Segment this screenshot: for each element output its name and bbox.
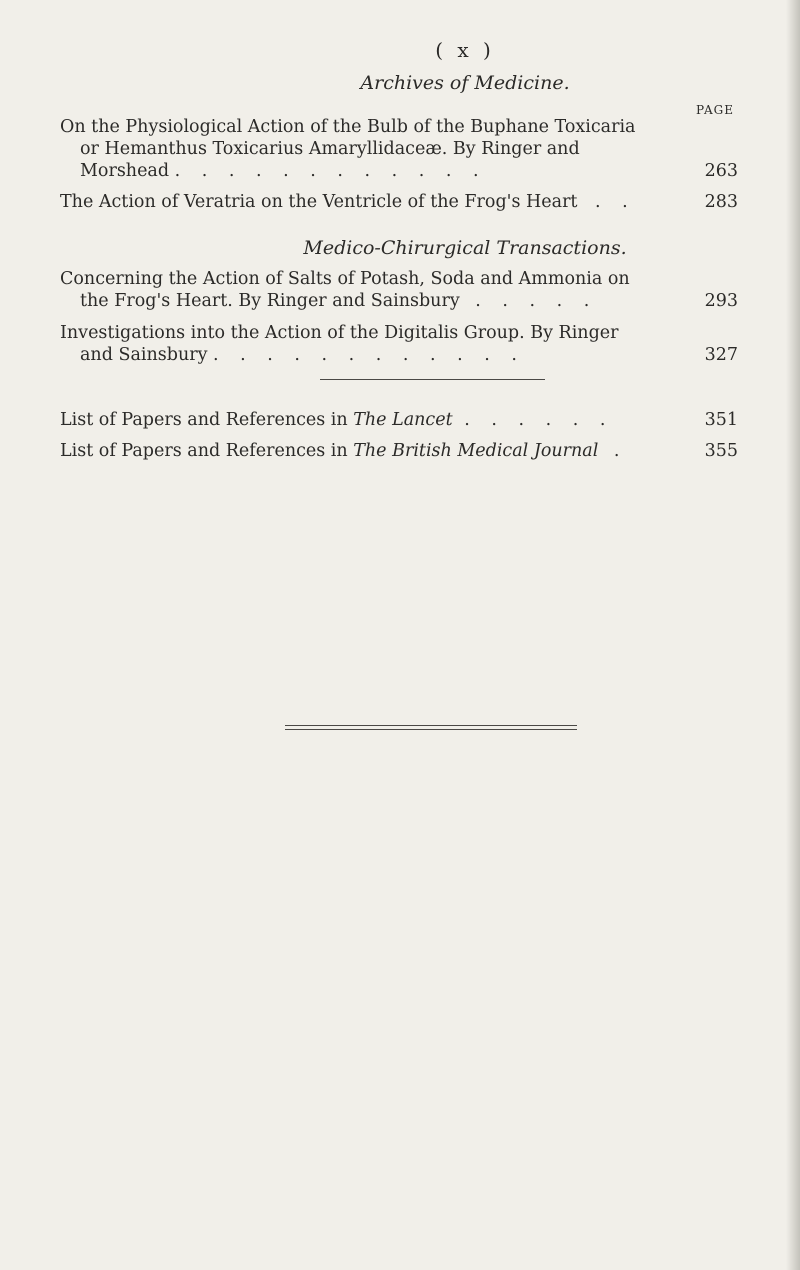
section-heading-archives: Archives of Medicine.	[360, 72, 570, 94]
toc-entry	[60, 322, 738, 366]
entry-text: The Action of Veratria on the Ventricle of the Frog's Heart	[60, 192, 578, 212]
entry-text: List of Papers and References in	[60, 441, 354, 461]
page-ref: 327	[704, 345, 738, 365]
toc-entry	[60, 191, 738, 213]
page-column-label: PAGE	[696, 103, 734, 117]
entry-line: Concerning the Action of Salts of Potash, Soda and Ammonia on	[60, 269, 630, 289]
leader-dots: .	[613, 441, 628, 461]
leader-dots: . . . . . . . . . . . .	[174, 161, 487, 181]
entry-line-last	[60, 290, 738, 312]
entry-text: Morshead	[80, 161, 170, 181]
entry-line-last	[60, 191, 738, 213]
page-ref: 351	[704, 410, 738, 430]
section-divider	[320, 379, 545, 380]
leader-dots: . . . . . .	[464, 410, 614, 430]
entry-line-last	[60, 344, 738, 366]
section-heading-medico-chirurgical: Medico-Chirurgical Transactions.	[303, 237, 627, 259]
list-entry-bmj	[60, 440, 738, 462]
entry-line-last	[60, 409, 738, 431]
journal-title: The British Medical Journal	[353, 441, 599, 461]
list-entry-lancet	[60, 409, 738, 431]
page-number: ( x )	[435, 38, 495, 62]
leader-dots: . .	[595, 192, 636, 212]
entry-text: List of Papers and References in	[60, 410, 354, 430]
entry-line-last	[60, 160, 738, 182]
end-double-rule	[285, 725, 577, 730]
entry-text: and Sainsbury	[80, 345, 208, 365]
leader-dots: . . . . .	[475, 291, 598, 311]
entry-line: On the Physiological Action of the Bulb of the Buphane Toxicaria	[60, 117, 636, 137]
page-ref: 283	[704, 192, 738, 212]
page-edge-shadow	[786, 0, 800, 1270]
page-ref: 263	[704, 161, 738, 181]
toc-entry	[60, 116, 738, 182]
entry-line: Investigations into the Action of the Digitalis Group. By Ringer	[60, 323, 619, 343]
entry-line-last	[60, 440, 738, 462]
leader-dots: . . . . . . . . . . . .	[213, 345, 525, 365]
entry-line: or Hemanthus Toxicarius Amaryllidaceæ. By Ringer and	[80, 139, 580, 159]
entry-text: the Frog's Heart. By Ringer and Sainsbury	[80, 291, 460, 311]
toc-entry	[60, 268, 738, 312]
journal-title: The Lancet	[353, 410, 453, 430]
page-ref: 355	[704, 441, 738, 461]
page-ref: 293	[704, 291, 738, 311]
